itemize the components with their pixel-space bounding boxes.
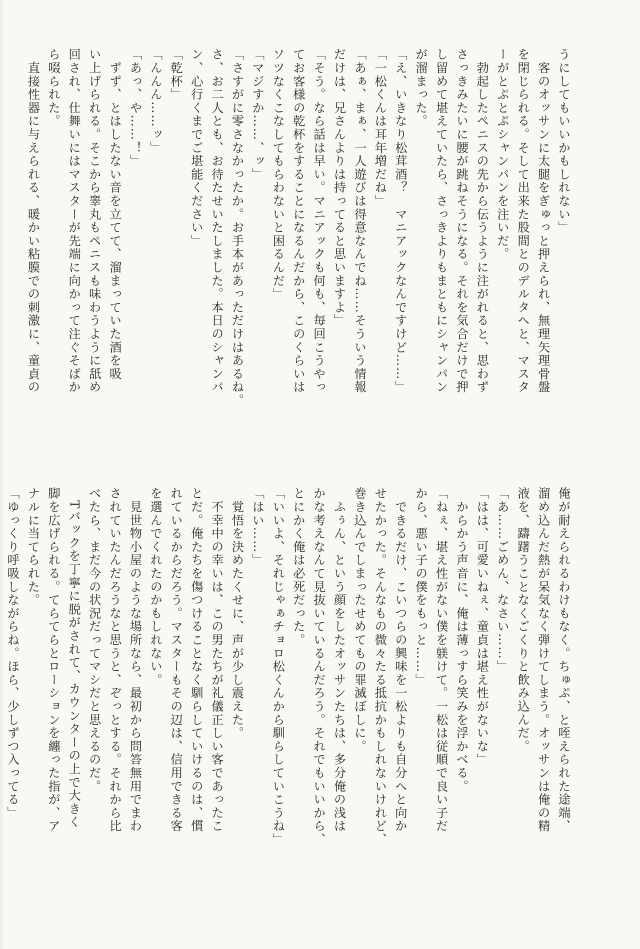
text-line: とにかく俺は必死だった。 (291, 487, 306, 647)
text-line: できるだけ、こいつらの興味を一松よりも自分へと向か (393, 487, 408, 833)
text-line: ーがとぷとぷシャンパンを注いだ。 (495, 48, 510, 261)
text-line: ソツなくこなしてもらわないと困るんだ」 (271, 48, 286, 301)
text-line: ナルに当てられた。 (26, 487, 41, 607)
text-line: 勃起したペニスの先から伝うように注がれると、思わず (475, 48, 490, 394)
text-line: さ、お二人とも、お待たせいたしました。本日のシャンパ (210, 48, 225, 394)
text-line: 見世物小屋のような場所なら、最初から問答無用でまわ (128, 487, 143, 833)
upper-text-block (26, 48, 574, 466)
text-line: 不幸中の幸いは、この男たちが礼儀正しい客であったこ (210, 487, 225, 833)
text-line: 「あぁ、まぁ、一人遊びは得意なんでね……そういう情報 (352, 48, 367, 394)
text-line: 液を、躊躇うことなくごくりと飲み込んだ。 (516, 487, 531, 753)
text-line: 客のオッサンに太腿をぎゅっと押えられ、無理矢理骨盤 (536, 48, 551, 394)
text-line: を閉じられる。そして出来た股間とのデルタへと、マスタ (516, 48, 531, 394)
text-line: せたかった。そんなもの微々たる抵抗かもしれないけれど、 (373, 487, 388, 847)
text-line: ずず、とはしたない音を立てて、溜まっていた酒を吸 (108, 48, 123, 381)
text-line: 「マジすか……、ッ」 (250, 48, 265, 181)
text-line: 回され、仕舞いにはマスターが先端に向かって注ぐそばか (67, 48, 82, 394)
text-line: 巻き込んでしまったせめてもの罪滅ぼしに。 (352, 487, 367, 753)
text-line: 俺が耐えられるわけもなく。ちゅぷ、と咥えられた途端、 (557, 487, 571, 833)
text-line: 「あっ、や……！」 (128, 48, 143, 168)
text-line: かな考えなんて見抜いているんだろう。それでもいいから、 (312, 487, 327, 847)
text-line: べたら、まだ今の状況だってマシだと思えるのだ。 (87, 487, 102, 793)
text-line: し留めて堪えていたら、さっきよりもまともにシャンパン (434, 48, 449, 394)
text-line: 「ゆっくり呼吸しながらね。ほら、少しずつ入ってる」 (6, 487, 21, 820)
text-line: 「乾杯」 (169, 48, 184, 102)
text-line: が溜まった。 (414, 48, 429, 128)
text-line: だけは、兄さんよりは持ってると思いますよ」 (332, 48, 347, 328)
text-line: 「そう。なら話は早い。マニアックも何も、毎回こうやっ (312, 48, 327, 394)
text-line: 「あ……ごめん、なさい……」 (495, 487, 510, 674)
text-line: Tバックを丁寧に脱がされて、カウンターの上で大きく (67, 487, 82, 829)
text-line: れているからだろう。マスターもその辺は、信用できる客 (169, 487, 184, 833)
text-line: 「え、いきなり松茸酒？ マニアックなんですけど……」 (393, 48, 408, 394)
text-line: とだ。俺たちを傷つけることなく馴らしていけるのは、慣 (189, 487, 204, 833)
text-line: ふぅん、という顔をしたオッサンたちは、多分俺の浅は (332, 487, 347, 833)
text-line: 「いいよ、それじゃぁチョロ松くんから馴らしていこうね」 (271, 487, 286, 847)
text-line: 「はい……」 (250, 487, 265, 567)
text-line: 直接性器に与えられる、暖かい粘膜での刺激に、童貞の (26, 48, 41, 394)
text-line: 溜め込んだ熱が呆気なく弾けてしまう。オッサンは俺の精 (536, 487, 551, 833)
text-line: 「ねぇ、堪え性がない僕を躾けて。一松は従順で良い子だ (434, 487, 449, 833)
text-line: ら啜られた。 (46, 48, 61, 128)
text-line: 脚を広げられる。てらてらとローションを纏った指が、ア (46, 487, 61, 833)
text-line: さっきみたいに腰が跳ねそうになる。それを気合だけで押 (454, 48, 469, 394)
lower-text-block (6, 487, 574, 912)
text-line: ン、心行くまでご堪能ください」 (189, 48, 204, 248)
text-line: からかう声音に、俺は薄っすら笑みを浮かべる。 (454, 487, 469, 793)
text-line: 「さすがに零さなかったか。お手本があっただけはあるね。 (230, 48, 245, 408)
text-line: 覚悟を決めたくせに、声が少し震えた。 (230, 487, 245, 740)
text-line: てお客様の乾杯をすることになるんだから、このくらいは (291, 48, 306, 394)
text-line: を選んでくれたのかもしれない。 (148, 487, 163, 687)
text-line: されていたんだろうなと思うと、ぞっとする。それから比 (108, 487, 123, 833)
text-line: から、悪い子の僕をもっと……」 (414, 487, 429, 687)
text-line: 「一松くんは耳年増だね」 (373, 48, 388, 208)
text-line: い上げられる。そこから睾丸もペニスも味わうように舐め (87, 48, 102, 394)
text-line: うにしてもいいかもしれない」 (557, 48, 571, 235)
text-line: 「はは、可愛いねぇ、童貞は堪え性がないな」 (475, 487, 490, 767)
text-line: 「んんん……ッ」 (148, 48, 163, 155)
